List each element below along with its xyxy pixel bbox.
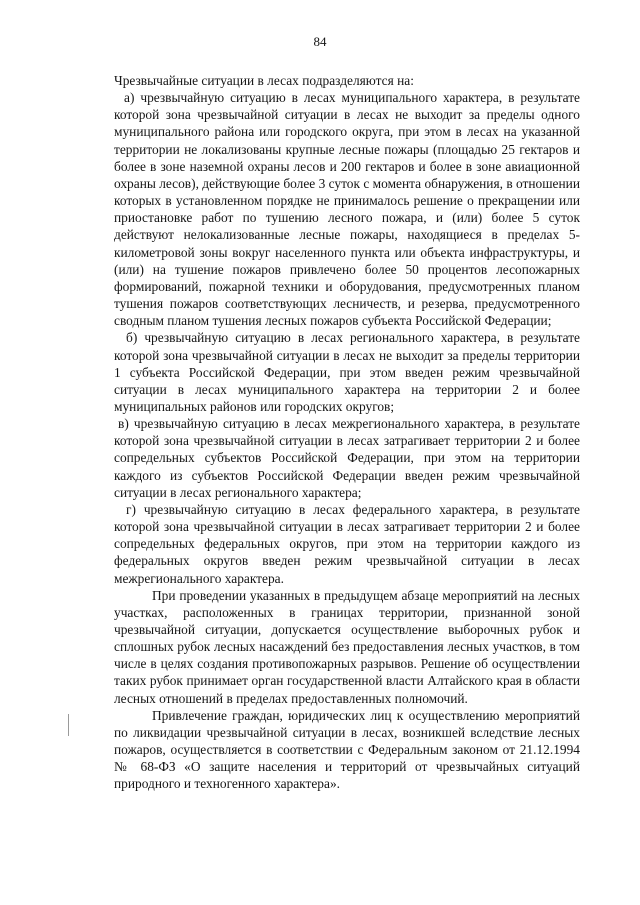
page-number: 84 bbox=[313, 34, 327, 49]
scan-margin-mark bbox=[68, 714, 69, 736]
document-body bbox=[114, 72, 580, 793]
paragraph-logging: При проведении указанных в предыдущем абзаце мероприятий на лесных участках, расположенных в границах территории, признанной зоной чрезвычайной ситуации, допускается осуществление выборочных рубок и сплошных рубок лесных насаждений без предоставления лесных участков, в том числе в целях создания противопожарных разрывов. Решение об осуществлении таких рубок принимает орган государственной власти Алтайского края в области лесных отношений в пределах предоставленных полномочий. bbox=[114, 587, 580, 706]
paragraph-item-b: б) чрезвычайную ситуацию в лесах регионального характера, в результате которой зона чрезвычайной ситуации в лесах не выходит за пределы территории 1 субъекта Российской Федерации, при этом введен режим чрезвычайной ситуации в лесах муниципального характера на территории 2 и более муниципальных районов или городских округов; bbox=[114, 330, 580, 414]
paragraph-item-g: г) чрезвычайную ситуацию в лесах федерального характера, в результате которой зона чрезвычайной ситуации в лесах затрагивает территории 2 и более сопредельных федеральных округов, при этом на территории каждого из федеральных округов введен режим чрезвычайной ситуации в лесах межрегионального характера. bbox=[114, 501, 580, 586]
paragraph-item-v: в) чрезвычайную ситуацию в лесах межрегионального характера, в результате которой зона чрезвычайной ситуации в лесах затрагивает территории 2 и более сопредельных субъектов Российской Федерации, при этом на территории каждого из субъектов Российской Федерации введен режим чрезвычайной ситуации в лесах регионального характера; bbox=[114, 416, 580, 500]
paragraph-intro: Чрезвычайные ситуации в лесах подразделяются на: bbox=[114, 73, 414, 88]
paragraph-involvement: Привлечение граждан, юридических лиц к осуществлению мероприятий по ликвидации чрезвычайной ситуации в лесах, возникшей вследствие лесных пожаров, осуществляется в соответствии с Федеральным законом от 21.12.1994 № 68-ФЗ «О защите населения и территорий от чрезвычайных ситуаций природного и техногенного характера». bbox=[114, 707, 580, 792]
paragraph-item-a: а) чрезвычайную ситуацию в лесах муниципального характера, в результате которой зона чрезвычайной ситуации в лесах не выходит за пределы одного муниципального района или городского округа, при этом в лесах на указанной территории не локализованы крупные лесные пожары (площадью 25 гектаров и более в зоне наземной охраны лесов и 200 гектаров и более в зоне авиационной охраны лесов), действующие более 3 суток с момента обнаружения, в отношении которых в установленном порядке не принималось решение о прекращении или приостановке работ по тушению лесного пожара, и (или) более 5 суток действуют нелокализованные лесные пожары, находящиеся в пределах 5-километровой зоны вокруг населенного пункта или объекта инфраструктуры, и (или) на тушение пожаров привлечено более 50 процентов лесопожарных формирований, пожарной техники и оборудования, предусмотренных планом тушения пожаров соответствующих лесничеств, и резерва, предусмотренного сводным планом тушения лесных пожаров субъекта Российской Федерации; bbox=[114, 90, 580, 329]
